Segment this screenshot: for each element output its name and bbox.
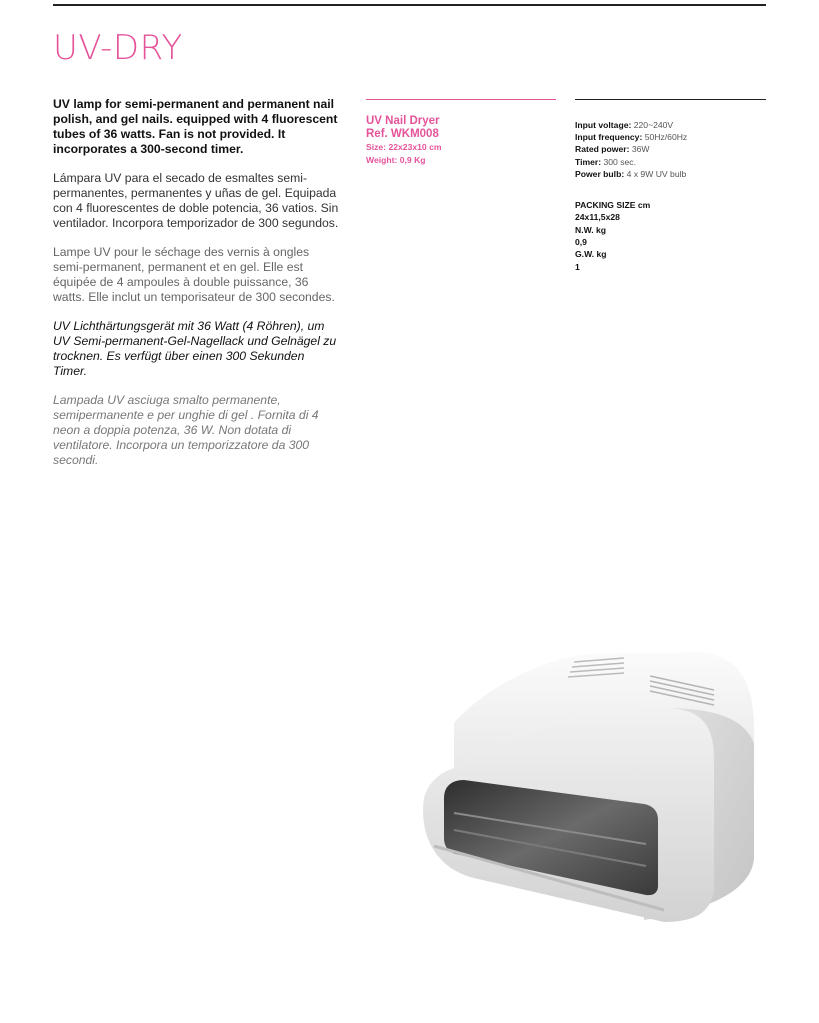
product-rule <box>366 99 556 100</box>
spec-row <box>575 168 766 180</box>
spec-label: Timer: <box>575 156 602 167</box>
spec-row <box>575 119 766 131</box>
spec-label: Input frequency: <box>575 132 643 143</box>
spec-label: Power bulb: <box>575 168 625 179</box>
description-french: Lampe UV pour le séchage des vernis à ongles semi-permanent, permanent et en gel. Elle est équipée de 4 ampoules à double puissance, 36 watts. Elle inclut un temporisateur de 300 secondes. <box>53 245 335 304</box>
product-size: Size: 22x23x10 cm <box>366 142 442 152</box>
specs-rule <box>575 99 766 100</box>
spec-label: Input voltage: <box>575 120 632 130</box>
description-german: UV Lichthärtungsgerät mit 36 Watt (4 Röhren), um UV Semi-permanent-Gel-Nagellack und Gelnägel zu trocknen. Es verfügt über einen 300 Sekunden Timer. <box>53 319 337 378</box>
page-title: UV-DRY <box>53 28 183 68</box>
spec-value: 50Hz/60Hz <box>644 132 688 143</box>
product-ref: Ref. WKM008 <box>366 128 439 140</box>
spec-row <box>575 131 766 143</box>
product-weight: Weight: 0,9 Kg <box>366 155 426 165</box>
net-weight-label: N.W. kg <box>575 224 607 235</box>
spec-label: Rated power: <box>575 144 630 155</box>
packing-size: 24x11,5x28 <box>575 212 620 223</box>
spec-value: 300 sec. <box>603 156 636 167</box>
net-weight-value: 0,9 <box>575 236 587 247</box>
product-info <box>366 99 556 167</box>
specs-column <box>575 99 766 273</box>
spec-value: 220~240V <box>633 120 674 130</box>
spec-row <box>575 156 766 168</box>
description-spanish: Lámpara UV para el secado de esmaltes semi-permanentes, permanentes y uñas de gel. Equipada con 4 fluorescentes de doble potencia, 36 vatios. Sin ventilador. Incorpora temporizador de 300 segundos. <box>53 171 339 230</box>
packing-block <box>575 199 766 273</box>
uv-lamp-image <box>414 648 759 928</box>
spec-row <box>575 143 766 155</box>
description-english: UV lamp for semi-permanent and permanent nail polish, and gel nails. equipped with 4 fluorescent tubes of 36 watts. Fan is not provided. It incorporates a 300-second timer. <box>53 97 338 156</box>
packing-heading: PACKING SIZE cm <box>575 200 651 211</box>
gross-weight-label: G.W. kg <box>575 249 607 260</box>
gross-weight-value: 1 <box>575 261 580 272</box>
description-column <box>53 97 341 482</box>
spec-value: 36W <box>631 144 650 155</box>
top-rule <box>53 4 766 6</box>
description-italian: Lampada UV asciuga smalto permanente, semipermanente e per unghie di gel . Fornita di 4 neon a doppia potenza, 36 W. Non dotata di ventilatore. Incorpora un temporizzatore da 300 secondi. <box>53 393 319 467</box>
spec-value: 4 x 9W UV bulb <box>626 168 687 179</box>
product-name: UV Nail Dryer <box>366 115 440 127</box>
